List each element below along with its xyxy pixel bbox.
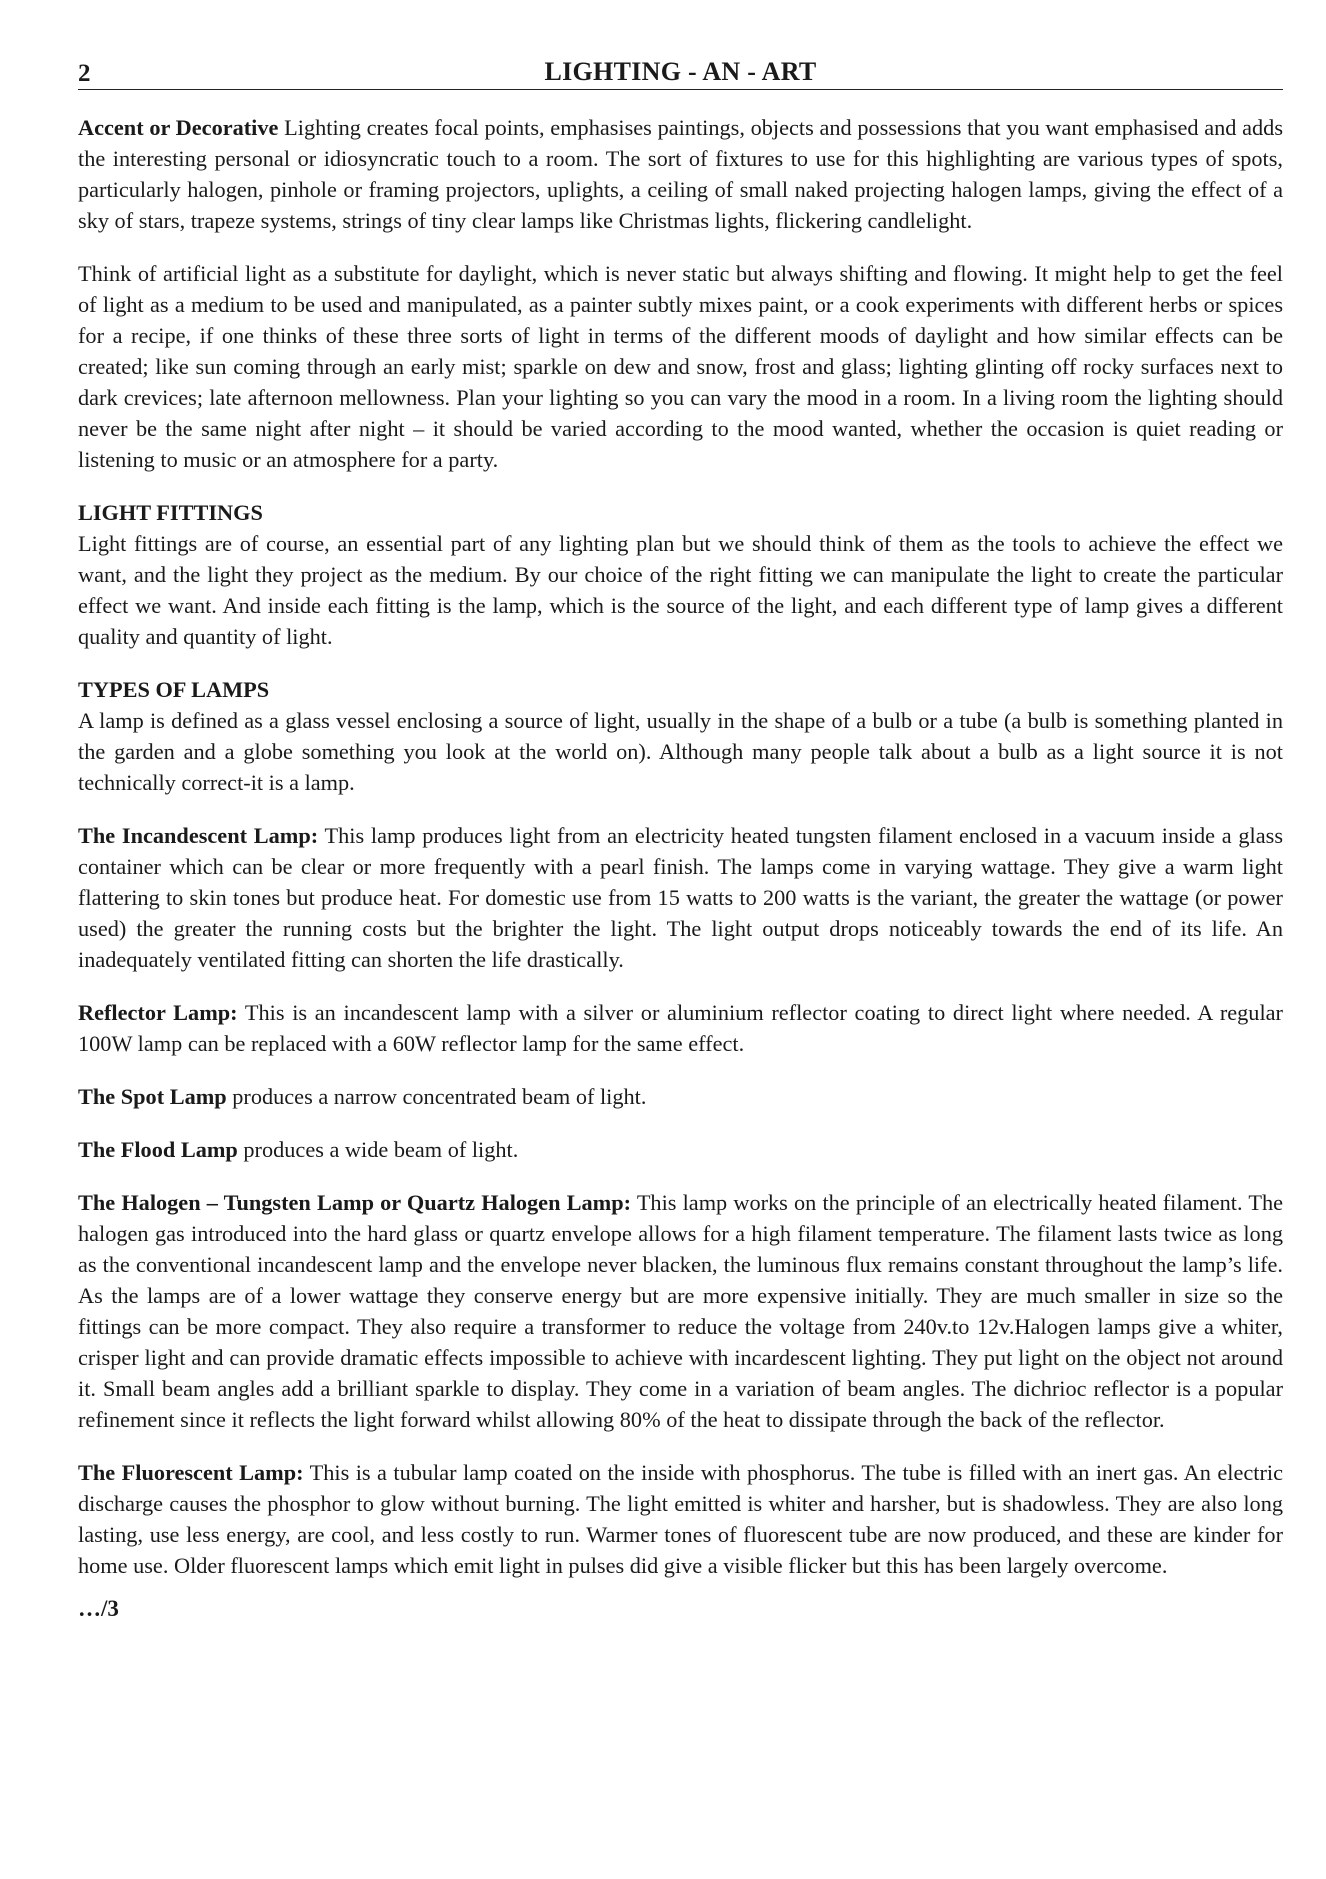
document-page: [78, 55, 1283, 1624]
paragraph-text: Light fittings are of course, an essential part of any lighting plan but we should think of them as the tools to achieve the effect we want, and the light they project as the medium. By our choice of the right fitting we can manipulate the light to create the particular effect we want. And inside each fitting is the lamp, which is the source of the light, and each different type of lamp gives a different quality and quantity of light.: [78, 531, 1283, 649]
paragraph-accent-lighting: [78, 112, 1283, 236]
paragraph-halogen-lamp: [78, 1187, 1283, 1435]
paragraph-text: This lamp produces light from an electricity heated tungsten filament enclosed in a vacuum inside a glass container which can be clear or more frequently with a pearl finish. The lamps come in varying wattage. They give a warm light flattering to skin tones but produce heat. For domestic use from 15 watts to 200 watts is the variant, the greater the wattage (or power used) the greater the running costs but the brighter the light. The light output drops noticeably towards the end of its life. An inadequately ventilated fitting can shorten the life drastically.: [78, 823, 1283, 972]
term-fluorescent-lamp: The Fluorescent Lamp:: [78, 1460, 304, 1485]
paragraph-fluorescent-lamp: [78, 1457, 1283, 1581]
section-types-of-lamps: [78, 674, 1283, 798]
paragraph-text: This lamp works on the principle of an electrically heated filament. The halogen gas introduced into the hard glass or quartz envelope allows for a high filament temperature. The filament lasts twice as long as the conventional incandescent lamp and the envelope never blacken, the luminous flux remains constant throughout the lamp’s life. As the lamps are of a lower wattage they conserve energy but are more expensive initially. They are much smaller in size so the fittings can be more compact. They also require a transformer to reduce the voltage from 240v.to 12v.Halogen lamps give a whiter, crisper light and can provide dramatic effects impossible to achieve with incardescent lighting. They put light on the object not around it. Small beam angles add a brilliant sparkle to display. They come in a variation of beam angles. The dichrioc reflector is a popular refinement since it reflects the light forward whilst allowing 80% of the heat to dissipate through the back of the reflector.: [78, 1190, 1283, 1432]
paragraph-reflector-lamp: [78, 997, 1283, 1059]
paragraph-incandescent-lamp: [78, 820, 1283, 975]
paragraph-spot-lamp: [78, 1081, 1283, 1112]
paragraph-text: A lamp is defined as a glass vessel enclosing a source of light, usually in the shape of a bulb or a tube (a bulb is something planted in the garden and a globe something you look at the world on). Although many people talk about a bulb as a light source it is not technically correct-it is a lamp.: [78, 708, 1283, 795]
section-light-fittings: [78, 497, 1283, 652]
section-heading: TYPES OF LAMPS: [78, 677, 270, 702]
page-number: 2: [78, 60, 91, 87]
page-header: [78, 55, 1283, 90]
term-incandescent-lamp: The Incandescent Lamp:: [78, 823, 319, 848]
paragraph-text: produces a narrow concentrated beam of light.: [226, 1084, 647, 1109]
term-spot-lamp: The Spot Lamp: [78, 1084, 227, 1109]
term-flood-lamp: The Flood Lamp: [78, 1137, 238, 1162]
paragraph-text: produces a wide beam of light.: [237, 1137, 519, 1162]
term-reflector-lamp: Reflector Lamp:: [78, 1000, 238, 1025]
body-text: [78, 112, 1283, 1624]
paragraph-text: This is an incandescent lamp with a silver or aluminium reflector coating to direct light where needed. A regular 100W lamp can be replaced with a 60W reflector lamp for the same effect.: [78, 1000, 1283, 1056]
running-title: LIGHTING - AN - ART: [544, 57, 817, 86]
term-accent-decorative: Accent or Decorative: [78, 115, 279, 140]
paragraph-text: Think of artificial light as a substitute for daylight, which is never static but always shifting and flowing. It might help to get the feel of light as a medium to be used and manipulated, as a painter subtly mixes paint, or a cook experiments with different herbs or spices for a recipe, if one thinks of these three sorts of light in terms of the different moods of daylight and how similar effects can be created; like sun coming through an early mist; sparkle on dew and snow, frost and glass; lighting glinting off rocky surfaces next to dark crevices; late afternoon mellowness. Plan your lighting so you can vary the mood in a room. In a living room the lighting should never be the same night after night – it should be varied according to the mood wanted, whether the occasion is quiet reading or listening to music or an atmosphere for a party.: [78, 261, 1283, 472]
paragraph-text: Lighting creates focal points, emphasises paintings, objects and possessions that you want emphasised and adds the interesting personal or idiosyncratic touch to a room. The sort of fixtures to use for this highlighting are various types of spots, particularly halogen, pinhole or framing projectors, uplights, a ceiling of small naked projecting halogen lamps, giving the effect of a sky of stars, trapeze systems, strings of tiny clear lamps like Christmas lights, flickering candlelight.: [78, 115, 1283, 233]
section-heading: LIGHT FITTINGS: [78, 500, 263, 525]
continued-marker: …/3: [78, 1596, 119, 1621]
paragraph-text: This is a tubular lamp coated on the inside with phosphorus. The tube is filled with an inert gas. An electric discharge causes the phosphor to glow without burning. The light emitted is whiter and harsher, but is shadowless. They are also long lasting, use less energy, are cool, and less costly to run. Warmer tones of fluorescent tube are now produced, and these are kinder for home use. Older fluorescent lamps which emit light in pulses did give a visible flicker but this has been largely overcome.: [78, 1460, 1283, 1578]
paragraph-artificial-light: [78, 258, 1283, 475]
term-halogen-lamp: The Halogen – Tungsten Lamp or Quartz Halogen Lamp:: [78, 1190, 632, 1215]
paragraph-flood-lamp: [78, 1134, 1283, 1165]
